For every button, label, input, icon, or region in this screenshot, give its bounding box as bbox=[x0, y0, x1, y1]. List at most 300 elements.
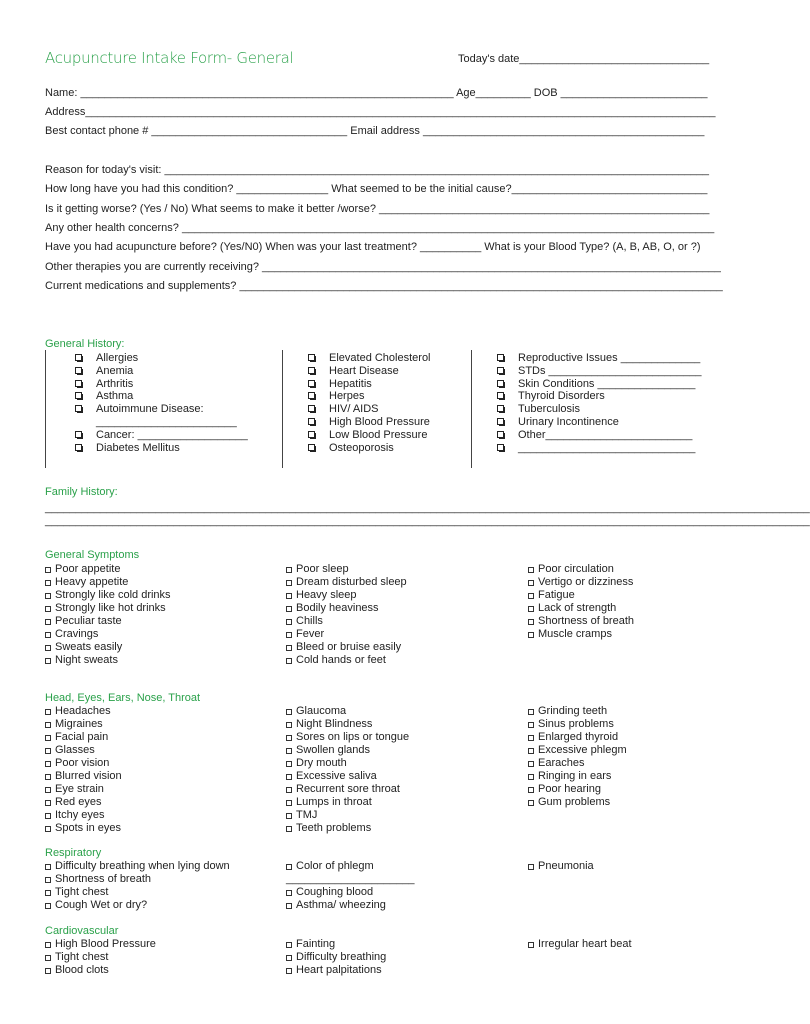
checkbox-label: Pneumonia bbox=[538, 860, 594, 872]
todays-date-field[interactable]: Today's date_______________________________ bbox=[458, 53, 710, 65]
checkbox-icon[interactable] bbox=[528, 580, 534, 586]
checkbox-icon[interactable] bbox=[45, 658, 51, 664]
checkbox-label: Spots in eyes bbox=[55, 822, 122, 834]
condition-duration-field[interactable]: How long have you had this condition? _______________ What seemed to be the initial cause?________________________________ bbox=[45, 183, 708, 195]
checkbox-label: Grinding teeth bbox=[538, 705, 608, 717]
checkbox-icon[interactable] bbox=[286, 722, 292, 728]
checkbox-item[interactable] bbox=[286, 770, 409, 783]
checkbox-icon[interactable] bbox=[45, 580, 51, 586]
checkbox-label: Dry mouth bbox=[296, 757, 347, 769]
checkbox-icon[interactable] bbox=[528, 722, 534, 728]
checkbox-icon[interactable] bbox=[528, 619, 534, 625]
checkbox-label: Sinus problems bbox=[538, 718, 614, 730]
checkbox-label: Poor hearing bbox=[538, 783, 601, 795]
checkbox-item[interactable] bbox=[528, 796, 627, 809]
general-symptoms-col-2 bbox=[286, 563, 407, 667]
checkbox-label: Excessive phlegm bbox=[538, 744, 627, 756]
checkbox-icon[interactable] bbox=[308, 380, 315, 387]
checkbox-label: Facial pain bbox=[55, 731, 109, 743]
checkbox-icon[interactable] bbox=[308, 418, 315, 425]
family-history-line[interactable]: _____________________________________________________________________________________________________________________________ bbox=[45, 502, 810, 514]
checkbox-label: Color of phlegm bbox=[296, 860, 374, 872]
heent-col-3 bbox=[528, 705, 627, 809]
checkbox-item[interactable] bbox=[286, 731, 409, 744]
checkbox-label: Gum problems bbox=[538, 796, 611, 808]
general-symptoms-col-3 bbox=[528, 563, 634, 641]
checkbox-icon[interactable] bbox=[528, 761, 534, 767]
checkbox-item[interactable] bbox=[286, 964, 386, 977]
checkbox-label: Autoimmune Disease: bbox=[96, 403, 204, 416]
checkbox-item[interactable] bbox=[286, 563, 407, 576]
checkbox-label: Cravings bbox=[55, 628, 99, 640]
checkbox-item[interactable] bbox=[528, 589, 634, 602]
checkbox-icon[interactable] bbox=[286, 813, 292, 819]
checkbox-item[interactable] bbox=[75, 365, 248, 378]
checkbox-label: Blood clots bbox=[55, 964, 109, 976]
checkbox-item[interactable] bbox=[286, 576, 407, 589]
checkbox-icon[interactable] bbox=[308, 354, 315, 361]
checkbox-icon[interactable] bbox=[286, 800, 292, 806]
checkbox-item[interactable] bbox=[286, 744, 409, 757]
checkbox-icon[interactable] bbox=[45, 735, 51, 741]
checkbox-item[interactable] bbox=[286, 951, 386, 964]
checkbox-icon[interactable] bbox=[45, 645, 51, 651]
checkbox-label: Poor vision bbox=[55, 757, 110, 769]
checkbox-item[interactable] bbox=[286, 615, 407, 628]
checkbox-icon[interactable] bbox=[286, 735, 292, 741]
checkbox-icon[interactable] bbox=[286, 968, 292, 974]
checkbox-item[interactable] bbox=[497, 429, 702, 442]
checkbox-label: Eye strain bbox=[55, 783, 104, 795]
checkbox-icon[interactable] bbox=[286, 632, 292, 638]
checkbox-icon[interactable] bbox=[286, 787, 292, 793]
checkbox-icon[interactable] bbox=[528, 593, 534, 599]
checkbox-item[interactable] bbox=[75, 442, 248, 455]
checkbox-icon[interactable] bbox=[286, 567, 292, 573]
checkbox-label: Reproductive Issues _____________ bbox=[518, 352, 701, 364]
checkbox-icon[interactable] bbox=[75, 444, 82, 451]
checkbox-label: High Blood Pressure bbox=[55, 938, 156, 950]
checkbox-label: Irregular heart beat bbox=[538, 938, 632, 950]
checkbox-label: Red eyes bbox=[55, 796, 102, 808]
checkbox-label: Migraines bbox=[55, 718, 103, 730]
checkbox-item[interactable] bbox=[528, 731, 627, 744]
checkbox-icon[interactable] bbox=[528, 787, 534, 793]
checkbox-icon[interactable] bbox=[286, 890, 292, 896]
checkbox-item[interactable] bbox=[45, 757, 122, 770]
checkbox-label: Fainting bbox=[296, 938, 336, 950]
checkbox-icon[interactable] bbox=[528, 567, 534, 573]
cardiovascular-col-1 bbox=[45, 938, 156, 977]
checkbox-item[interactable] bbox=[45, 860, 230, 873]
checkbox-icon[interactable] bbox=[286, 774, 292, 780]
table-divider bbox=[45, 350, 46, 468]
checkbox-label: Teeth problems bbox=[296, 822, 372, 834]
checkbox-item[interactable] bbox=[286, 796, 409, 809]
checkbox-icon[interactable] bbox=[45, 813, 51, 819]
medications-field[interactable]: Current medications and supplements? _______________________________________________________________________________ bbox=[45, 280, 723, 292]
checkbox-item[interactable] bbox=[528, 783, 627, 796]
table-divider bbox=[471, 350, 472, 468]
checkbox-icon[interactable] bbox=[45, 800, 51, 806]
checkbox-icon[interactable] bbox=[45, 593, 51, 599]
checkbox-icon[interactable] bbox=[528, 864, 534, 870]
checkbox-icon[interactable] bbox=[286, 826, 292, 832]
checkbox-item[interactable] bbox=[45, 641, 171, 654]
checkbox-item[interactable] bbox=[528, 938, 632, 951]
checkbox-icon[interactable] bbox=[528, 606, 534, 612]
checkbox-item[interactable] bbox=[286, 654, 407, 667]
checkbox-label: Sores on lips or tongue bbox=[296, 731, 410, 743]
checkbox-label: Arthritis bbox=[96, 377, 134, 390]
checkbox-label: Chills bbox=[296, 615, 323, 627]
checkbox-label: Enlarged thyroid bbox=[538, 731, 619, 743]
acupuncture-history-field[interactable]: Have you had acupuncture before? (Yes/N0) When was your last treatment? __________ What is your Blood Type? (A, B, AB, O, or ?) bbox=[45, 241, 701, 253]
checkbox-icon[interactable] bbox=[75, 392, 82, 399]
heent-heading: Head, Eyes, Ears, Nose, Throat bbox=[45, 692, 201, 704]
checkbox-label: Heavy appetite bbox=[55, 576, 129, 588]
checkbox-icon[interactable] bbox=[45, 787, 51, 793]
checkbox-icon[interactable] bbox=[45, 722, 51, 728]
checkbox-icon[interactable] bbox=[45, 955, 51, 961]
checkbox-item[interactable] bbox=[286, 886, 414, 899]
checkbox-icon[interactable] bbox=[45, 864, 51, 870]
checkbox-label: Fatigue bbox=[538, 589, 575, 601]
checkbox-item[interactable] bbox=[528, 563, 634, 576]
checkbox-icon[interactable] bbox=[497, 367, 504, 374]
checkbox-item[interactable] bbox=[286, 899, 414, 912]
checkbox-item[interactable] bbox=[286, 860, 414, 873]
general-history-heading: General History: bbox=[45, 338, 125, 350]
checkbox-item[interactable] bbox=[286, 628, 407, 641]
checkbox-icon[interactable] bbox=[497, 431, 504, 438]
checkbox-item[interactable] bbox=[497, 390, 702, 403]
checkbox-item[interactable] bbox=[286, 809, 409, 822]
checkbox-icon[interactable] bbox=[45, 877, 51, 883]
checkbox-label: TMJ bbox=[296, 809, 318, 821]
checkbox-item[interactable] bbox=[45, 589, 171, 602]
checkbox-item[interactable] bbox=[45, 964, 156, 977]
checkbox-label: Asthma/ wheezing bbox=[296, 899, 386, 911]
checkbox-label: _____________________________ bbox=[518, 441, 696, 454]
checkbox-label: Headaches bbox=[55, 705, 111, 717]
checkbox-icon[interactable] bbox=[308, 405, 315, 412]
checkbox-icon[interactable] bbox=[286, 955, 292, 961]
checkbox-icon[interactable] bbox=[45, 826, 51, 832]
checkbox-icon[interactable] bbox=[497, 444, 504, 451]
worse-better-field[interactable]: Is it getting worse? (Yes / No) What seems to make it better /worse? ______________________________________________________ bbox=[45, 203, 710, 215]
checkbox-label: Cancer: __________________ bbox=[96, 428, 248, 441]
checkbox-item[interactable] bbox=[308, 365, 431, 378]
checkbox-label: Cold hands or feet bbox=[296, 654, 386, 666]
checkbox-icon[interactable] bbox=[528, 942, 534, 948]
checkbox-icon[interactable] bbox=[286, 580, 292, 586]
checkbox-icon[interactable] bbox=[75, 354, 82, 361]
checkbox-label: Tight chest bbox=[55, 886, 109, 898]
checkbox-icon[interactable] bbox=[45, 709, 51, 715]
checkbox-label: Diabetes Mellitus bbox=[96, 441, 180, 454]
checkbox-label: Night sweats bbox=[55, 654, 118, 666]
checkbox-label: STDs _________________________ bbox=[518, 364, 702, 377]
general-history-col-2 bbox=[308, 352, 431, 454]
checkbox-label: Glasses bbox=[55, 744, 95, 756]
checkbox-icon[interactable] bbox=[75, 367, 82, 374]
checkbox-label: Excessive saliva bbox=[296, 770, 377, 782]
checkbox-label: Difficulty breathing when lying down bbox=[55, 860, 230, 872]
checkbox-icon[interactable] bbox=[45, 748, 51, 754]
checkbox-item[interactable] bbox=[45, 654, 171, 667]
cardiovascular-col-3 bbox=[528, 938, 632, 951]
checkbox-label: Dream disturbed sleep bbox=[296, 576, 407, 588]
checkbox-item[interactable] bbox=[528, 744, 627, 757]
checkbox-item[interactable] bbox=[75, 378, 248, 391]
checkbox-item[interactable] bbox=[308, 403, 431, 416]
checkbox-icon[interactable] bbox=[528, 632, 534, 638]
checkbox-label: Tight chest bbox=[55, 951, 109, 963]
checkbox-item[interactable] bbox=[308, 378, 431, 391]
checkbox-icon[interactable] bbox=[45, 903, 51, 909]
general-history-col-1 bbox=[75, 352, 248, 454]
checkbox-item[interactable] bbox=[286, 938, 386, 951]
checkbox-icon[interactable] bbox=[45, 761, 51, 767]
checkbox-item[interactable] bbox=[75, 416, 248, 429]
general-symptoms-heading: General Symptoms bbox=[45, 549, 140, 561]
checkbox-label: Blurred vision bbox=[55, 770, 122, 782]
checkbox-item[interactable] bbox=[528, 628, 634, 641]
address-field[interactable]: Address_______________________________________________________________________________________________________ bbox=[45, 106, 716, 118]
checkbox-item[interactable] bbox=[286, 641, 407, 654]
checkbox-item[interactable] bbox=[45, 783, 122, 796]
checkbox-item[interactable] bbox=[45, 615, 171, 628]
checkbox-label: Asthma bbox=[96, 390, 134, 403]
checkbox-item[interactable] bbox=[286, 602, 407, 615]
respiratory-col-2 bbox=[286, 860, 414, 912]
checkbox-icon[interactable] bbox=[497, 354, 504, 361]
checkbox-item[interactable] bbox=[286, 822, 409, 835]
checkbox-label: Poor circulation bbox=[538, 563, 614, 575]
checkbox-item[interactable] bbox=[45, 873, 230, 886]
checkbox-icon[interactable] bbox=[75, 405, 82, 412]
checkbox-label: Fever bbox=[296, 628, 325, 640]
checkbox-icon[interactable] bbox=[75, 431, 82, 438]
general-symptoms-col-1 bbox=[45, 563, 171, 667]
respiratory-heading: Respiratory bbox=[45, 847, 102, 859]
checkbox-item[interactable] bbox=[45, 602, 171, 615]
checkbox-label: Skin Conditions ________________ bbox=[518, 377, 696, 390]
general-history-table bbox=[45, 350, 723, 468]
checkbox-label: Herpes bbox=[329, 390, 365, 403]
checkbox-label: Shortness of breath bbox=[55, 873, 152, 885]
checkbox-label: Bleed or bruise easily bbox=[296, 641, 402, 653]
checkbox-icon[interactable] bbox=[286, 709, 292, 715]
checkbox-item[interactable] bbox=[497, 442, 702, 455]
checkbox-item[interactable] bbox=[528, 860, 594, 873]
checkbox-icon[interactable] bbox=[497, 392, 504, 399]
checkbox-label: HIV/ AIDS bbox=[329, 403, 379, 416]
cardiovascular-col-2 bbox=[286, 938, 386, 977]
checkbox-label: Strongly like cold drinks bbox=[55, 589, 171, 601]
checkbox-item[interactable] bbox=[528, 718, 627, 731]
checkbox-icon[interactable] bbox=[45, 619, 51, 625]
checkbox-item[interactable] bbox=[308, 390, 431, 403]
checkbox-item[interactable] bbox=[308, 352, 431, 365]
checkbox-item[interactable] bbox=[75, 352, 248, 365]
checkbox-icon[interactable] bbox=[286, 645, 292, 651]
checkbox-icon[interactable] bbox=[45, 774, 51, 780]
checkbox-label: Urinary Incontinence bbox=[518, 415, 619, 428]
checkbox-item[interactable] bbox=[45, 770, 122, 783]
checkbox-item[interactable] bbox=[308, 442, 431, 455]
checkbox-item[interactable] bbox=[45, 796, 122, 809]
checkbox-item[interactable] bbox=[45, 899, 230, 912]
checkbox-icon[interactable] bbox=[528, 748, 534, 754]
checkbox-icon[interactable] bbox=[286, 748, 292, 754]
checkbox-item[interactable] bbox=[75, 390, 248, 403]
checkbox-item[interactable] bbox=[286, 705, 409, 718]
blank-line[interactable]: _____________________ bbox=[286, 873, 415, 885]
checkbox-label: Tuberculosis bbox=[518, 403, 580, 416]
checkbox-icon[interactable] bbox=[286, 761, 292, 767]
checkbox-label: Swollen glands bbox=[296, 744, 370, 756]
checkbox-item[interactable] bbox=[528, 770, 627, 783]
checkbox-item[interactable] bbox=[45, 809, 122, 822]
other-concerns-field[interactable]: Any other health concerns? _______________________________________________________________________________________ bbox=[45, 222, 715, 234]
checkbox-label: Osteoporosis bbox=[329, 441, 394, 454]
checkbox-label: Heavy sleep bbox=[296, 589, 357, 601]
checkbox-item[interactable] bbox=[75, 403, 248, 416]
checkbox-label: Low Blood Pressure bbox=[329, 428, 428, 441]
checkbox-item[interactable] bbox=[286, 718, 409, 731]
checkbox-label: Lack of strength bbox=[538, 602, 617, 614]
checkbox-item[interactable] bbox=[45, 731, 122, 744]
checkbox-item[interactable] bbox=[286, 589, 407, 602]
checkbox-item[interactable] bbox=[45, 951, 156, 964]
checkbox-label: Cough Wet or dry? bbox=[55, 899, 148, 911]
checkbox-item[interactable] bbox=[528, 757, 627, 770]
checkbox-icon[interactable] bbox=[497, 380, 504, 387]
checkbox-icon[interactable] bbox=[286, 619, 292, 625]
checkbox-label: Coughing blood bbox=[296, 886, 374, 898]
checkbox-item[interactable] bbox=[528, 602, 634, 615]
checkbox-label: Recurrent sore throat bbox=[296, 783, 400, 795]
respiratory-col-3 bbox=[528, 860, 594, 873]
checkbox-item[interactable] bbox=[45, 576, 171, 589]
checkbox-icon[interactable] bbox=[45, 606, 51, 612]
checkbox-label: Strongly like hot drinks bbox=[55, 602, 166, 614]
checkbox-label: Heart palpitations bbox=[296, 964, 382, 976]
checkbox-label: Glaucoma bbox=[296, 705, 347, 717]
contact-email-field[interactable]: Best contact phone # ________________________________ Email address ______________________________________________ bbox=[45, 125, 705, 137]
checkbox-icon[interactable] bbox=[75, 380, 82, 387]
checkbox-item[interactable] bbox=[286, 783, 409, 796]
checkbox-item[interactable] bbox=[497, 365, 702, 378]
checkbox-item[interactable] bbox=[497, 416, 702, 429]
checkbox-icon[interactable] bbox=[308, 444, 315, 451]
checkbox-icon[interactable] bbox=[308, 367, 315, 374]
checkbox-icon[interactable] bbox=[528, 735, 534, 741]
checkbox-label: Poor sleep bbox=[296, 563, 349, 575]
checkbox-label: Heart Disease bbox=[329, 364, 399, 377]
checkbox-item[interactable] bbox=[45, 822, 122, 835]
heent-col-2 bbox=[286, 705, 409, 835]
cardiovascular-heading: Cardiovascular bbox=[45, 925, 119, 937]
respiratory-col-1 bbox=[45, 860, 230, 912]
table-divider bbox=[282, 350, 283, 468]
checkbox-icon[interactable] bbox=[497, 418, 504, 425]
checkbox-icon[interactable] bbox=[45, 942, 51, 948]
checkbox-icon[interactable] bbox=[286, 658, 292, 664]
form-title: Acupuncture Intake Form- General bbox=[45, 49, 294, 67]
checkbox-label: Sweats easily bbox=[55, 641, 123, 653]
checkbox-label: Bodily heaviness bbox=[296, 602, 379, 614]
checkbox-label: Ringing in ears bbox=[538, 770, 612, 782]
reason-visit-field[interactable]: Reason for today's visit: _________________________________________________________________________________________ bbox=[45, 164, 709, 176]
checkbox-label: _______________________ bbox=[96, 415, 237, 428]
checkbox-label: Poor appetite bbox=[55, 563, 121, 575]
checkbox-icon[interactable] bbox=[497, 405, 504, 412]
name-age-dob-field[interactable]: Name: _____________________________________________________________ Age_________ DOB ________________________ bbox=[45, 87, 708, 99]
checkbox-icon[interactable] bbox=[528, 709, 534, 715]
checkbox-icon[interactable] bbox=[308, 392, 315, 399]
checkbox-label: Earaches bbox=[538, 757, 585, 769]
checkbox-label: Muscle cramps bbox=[538, 628, 612, 640]
checkbox-item[interactable] bbox=[528, 705, 627, 718]
checkbox-item[interactable] bbox=[308, 429, 431, 442]
checkbox-icon[interactable] bbox=[308, 431, 315, 438]
checkbox-item[interactable] bbox=[45, 886, 230, 899]
checkbox-label: Other________________________ bbox=[518, 428, 693, 441]
checkbox-item[interactable] bbox=[497, 403, 702, 416]
checkbox-item[interactable] bbox=[308, 416, 431, 429]
checkbox-label: Hepatitis bbox=[329, 377, 372, 390]
checkbox-item[interactable] bbox=[497, 352, 702, 365]
checkbox-icon[interactable] bbox=[286, 606, 292, 612]
checkbox-label: Peculiar taste bbox=[55, 615, 122, 627]
checkbox-icon[interactable] bbox=[45, 567, 51, 573]
checkbox-icon[interactable] bbox=[286, 864, 292, 870]
checkbox-icon[interactable] bbox=[45, 968, 51, 974]
checkbox-item[interactable] bbox=[497, 378, 702, 391]
checkbox-icon[interactable] bbox=[45, 890, 51, 896]
checkbox-label: High Blood Pressure bbox=[329, 415, 430, 428]
family-history-heading: Family History: bbox=[45, 486, 118, 498]
checkbox-item[interactable] bbox=[528, 576, 634, 589]
checkbox-icon[interactable] bbox=[528, 800, 534, 806]
checkbox-icon[interactable] bbox=[286, 903, 292, 909]
checkbox-label: Anemia bbox=[96, 364, 134, 377]
checkbox-item[interactable] bbox=[45, 938, 156, 951]
checkbox-icon[interactable] bbox=[45, 632, 51, 638]
heent-col-1 bbox=[45, 705, 122, 835]
checkbox-label: Itchy eyes bbox=[55, 809, 105, 821]
checkbox-icon[interactable] bbox=[286, 942, 292, 948]
checkbox-item[interactable] bbox=[45, 744, 122, 757]
checkbox-item[interactable] bbox=[75, 429, 248, 442]
checkbox-label: Difficulty breathing bbox=[296, 951, 387, 963]
checkbox-label: Lumps in throat bbox=[296, 796, 372, 808]
checkbox-icon[interactable] bbox=[528, 774, 534, 780]
checkbox-item[interactable] bbox=[528, 615, 634, 628]
checkbox-label: Vertigo or dizziness bbox=[538, 576, 634, 588]
checkbox-item[interactable] bbox=[286, 757, 409, 770]
checkbox-item[interactable] bbox=[45, 705, 122, 718]
family-history-line[interactable]: _____________________________________________________________________________________________________________________________ bbox=[45, 515, 810, 527]
checkbox-item[interactable] bbox=[45, 628, 171, 641]
checkbox-item[interactable] bbox=[45, 563, 171, 576]
other-therapies-field[interactable]: Other therapies you are currently receiving? ___________________________________________________________________________ bbox=[45, 261, 721, 273]
checkbox-icon[interactable] bbox=[286, 593, 292, 599]
checkbox-item[interactable] bbox=[45, 718, 122, 731]
